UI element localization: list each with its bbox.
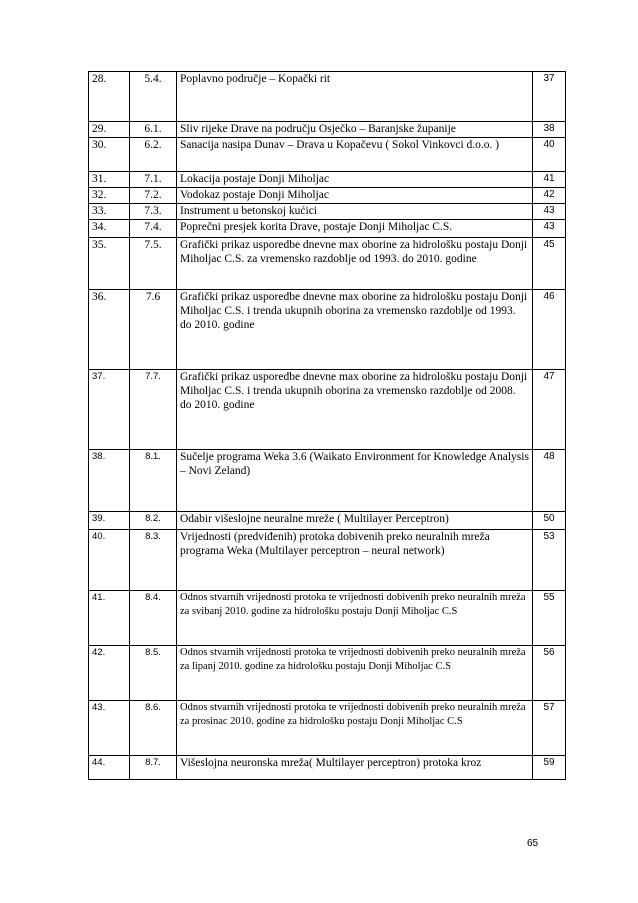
section-number: 6.1. — [130, 122, 177, 138]
row-number: 32. — [89, 188, 130, 204]
table-row — [89, 591, 566, 646]
table-row — [89, 204, 566, 220]
page-ref: 43 — [533, 220, 566, 238]
page-ref: 45 — [533, 238, 566, 290]
figure-title: Poplavno područje – Kopački rit — [177, 72, 533, 122]
row-number: 29. — [89, 122, 130, 138]
table-row — [89, 512, 566, 530]
section-number: 7.3. — [130, 204, 177, 220]
figure-title: Odnos stvarnih vrijednosti protoka te vrijednosti dobivenih preko neuralnih mreža za svibanj 2010. godine za hidrološku postaju Donji Miholjac C.S — [177, 591, 533, 646]
figure-title: Poprečni presjek korita Drave, postaje Donji Miholjac C.S. — [177, 220, 533, 238]
row-number: 33. — [89, 204, 130, 220]
section-number: 8.5. — [130, 646, 177, 701]
page-ref: 59 — [533, 756, 566, 780]
figure-title: Višeslojna neuronska mreža( Multilayer perceptron) protoka kroz — [177, 756, 533, 780]
row-number: 30. — [89, 138, 130, 172]
row-number: 41. — [89, 591, 130, 646]
figure-title: Vrijednosti (predviđenih) protoka dobivenih preko neuralnih mreža programa Weka (Multilayer perceptron – neural network) — [177, 530, 533, 591]
figure-title: Sanacija nasipa Dunav – Drava u Kopačevu ( Sokol Vinkovci d.o.o. ) — [177, 138, 533, 172]
table-row — [89, 72, 566, 122]
row-number: 43. — [89, 701, 130, 756]
page-ref: 55 — [533, 591, 566, 646]
figure-title: Sučelje programa Weka 3.6 (Waikato Environment for Knowledge Analysis – Novi Zeland) — [177, 450, 533, 512]
page-ref: 56 — [533, 646, 566, 701]
page-ref: 40 — [533, 138, 566, 172]
section-number: 8.2. — [130, 512, 177, 530]
page-ref: 41 — [533, 172, 566, 188]
row-number: 44. — [89, 756, 130, 780]
figure-title: Instrument u betonskoj kućici — [177, 204, 533, 220]
page-ref: 47 — [533, 370, 566, 450]
section-number: 8.4. — [130, 591, 177, 646]
page-number: 65 — [527, 838, 539, 849]
figure-title: Vodokaz postaje Donji Miholjac — [177, 188, 533, 204]
row-number: 40. — [89, 530, 130, 591]
row-number: 35. — [89, 238, 130, 290]
page-ref: 53 — [533, 530, 566, 591]
table-row — [89, 138, 566, 172]
table-row — [89, 756, 566, 780]
page-ref: 50 — [533, 512, 566, 530]
figure-title: Grafički prikaz usporedbe dnevne max oborine za hidrološku postaju Donji Miholjac C.S. za vremensko razdoblje od 1993. do 2010. godine — [177, 238, 533, 290]
page-ref: 37 — [533, 72, 566, 122]
row-number: 37. — [89, 370, 130, 450]
section-number: 7.6 — [130, 290, 177, 370]
section-number: 6.2. — [130, 138, 177, 172]
page-ref: 57 — [533, 701, 566, 756]
table-row — [89, 122, 566, 138]
section-number: 8.6. — [130, 701, 177, 756]
figure-title: Grafički prikaz usporedbe dnevne max oborine za hidrološku postaju Donji Miholjac C.S. i trenda ukupnih oborina za vremensko razdoblje od 1993. do 2010. godine — [177, 290, 533, 370]
row-number: 36. — [89, 290, 130, 370]
table-row — [89, 701, 566, 756]
table-row — [89, 646, 566, 701]
table-row — [89, 290, 566, 370]
row-number: 31. — [89, 172, 130, 188]
page-ref: 46 — [533, 290, 566, 370]
figure-title: Lokacija postaje Donji Miholjac — [177, 172, 533, 188]
page-ref: 48 — [533, 450, 566, 512]
table-row — [89, 238, 566, 290]
section-number: 7.7. — [130, 370, 177, 450]
row-number: 42. — [89, 646, 130, 701]
figure-title: Odnos stvarnih vrijednosti protoka te vrijednosti dobivenih preko neuralnih mreža za lipanj 2010. godine za hidrološku postaju Donji Miholjac C.S — [177, 646, 533, 701]
figure-title: Odabir višeslojne neuralne mreže ( Multilayer Perceptron) — [177, 512, 533, 530]
section-number: 8.1. — [130, 450, 177, 512]
section-number: 5.4. — [130, 72, 177, 122]
page-ref: 38 — [533, 122, 566, 138]
section-number: 7.5. — [130, 238, 177, 290]
table-row — [89, 188, 566, 204]
row-number: 38. — [89, 450, 130, 512]
section-number: 8.7. — [130, 756, 177, 780]
table-row — [89, 370, 566, 450]
row-number: 34. — [89, 220, 130, 238]
section-number: 8.3. — [130, 530, 177, 591]
figure-title: Grafički prikaz usporedbe dnevne max oborine za hidrološku postaju Donji Miholjac C.S. i trenda ukupnih oborina za vremensko razdoblje od 2008. do 2010. godine — [177, 370, 533, 450]
section-number: 7.4. — [130, 220, 177, 238]
figure-list-table — [88, 71, 566, 780]
row-number: 39. — [89, 512, 130, 530]
figure-title: Sliv rijeke Drave na području Osječko – Baranjske županije — [177, 122, 533, 138]
table-row — [89, 450, 566, 512]
page-ref: 42 — [533, 188, 566, 204]
figure-title: Odnos stvarnih vrijednosti protoka te vrijednosti dobivenih preko neuralnih mreža za prosinac 2010. godine za hidrološku postaju Donji Miholjac C.S — [177, 701, 533, 756]
page-ref: 43 — [533, 204, 566, 220]
table-row — [89, 172, 566, 188]
row-number: 28. — [89, 72, 130, 122]
table-row — [89, 220, 566, 238]
section-number: 7.2. — [130, 188, 177, 204]
table-row — [89, 530, 566, 591]
section-number: 7.1. — [130, 172, 177, 188]
